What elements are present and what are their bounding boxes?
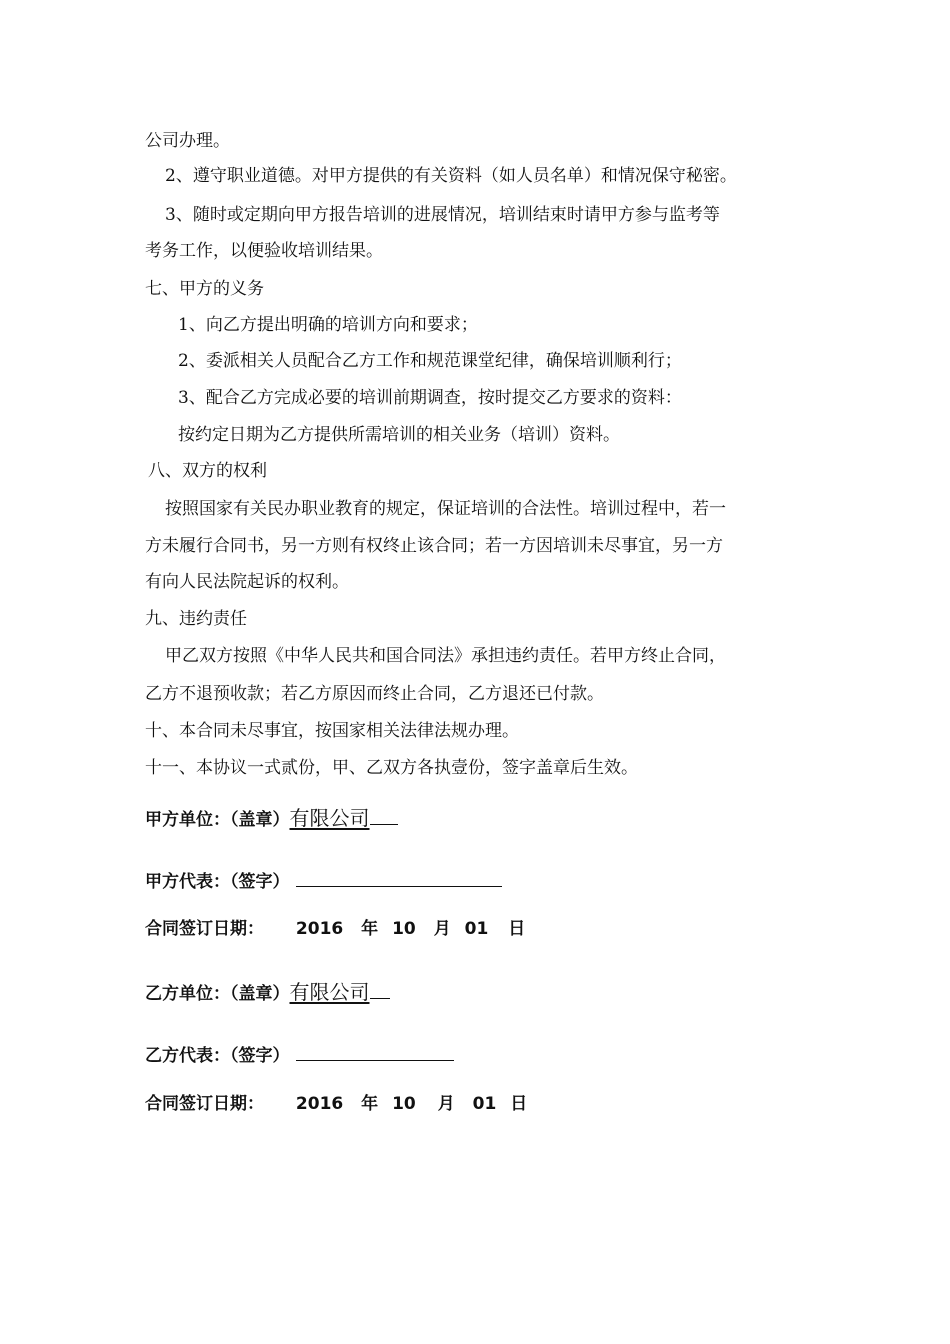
party-b-month: 10 bbox=[392, 1094, 416, 1114]
paragraph-line: 考务工作，以便验收培训结果。 bbox=[145, 241, 383, 261]
party-a-date-label: 合同签订日期： bbox=[145, 919, 264, 939]
paragraph-line: 有向人民法院起诉的权利。 bbox=[145, 572, 349, 592]
paragraph-line: 方未履行合同书，另一方则有权终止该合同；若一方因培训未尽事宜，另一方 bbox=[145, 536, 723, 556]
paragraph-line: 十一、本协议一式贰份，甲、乙双方各执壹份，签字盖章后生效。 bbox=[145, 758, 638, 778]
party-a-day: 01 bbox=[464, 919, 489, 939]
paragraph-line: 3、随时或定期向甲方报告培训的进展情况，培训结束时请甲方参与监考等 bbox=[165, 205, 720, 225]
paragraph-line: 十、本合同未尽事宜，按国家相关法律法规办理。 bbox=[145, 721, 519, 741]
paragraph-line: 按照国家有关民办职业教育的规定，保证培训的合法性。培训过程中，若一 bbox=[165, 499, 726, 519]
paragraph-line: 公司办理。 bbox=[145, 131, 230, 151]
party-b-company: 有限公司 bbox=[289, 980, 370, 1004]
party-a-rep-label: 甲方代表：（签字） bbox=[145, 872, 290, 892]
party-b-month-unit: 月 bbox=[437, 1094, 455, 1114]
party-b-year-unit: 年 bbox=[361, 1094, 379, 1114]
paragraph-line: 按约定日期为乙方提供所需培训的相关业务（培训）资料。 bbox=[178, 425, 620, 445]
party-a-company: 有限公司 bbox=[289, 806, 370, 830]
section-heading: 七、甲方的义务 bbox=[145, 279, 264, 299]
party-a-signature-blank bbox=[296, 868, 502, 887]
party-b-day-unit: 日 bbox=[510, 1094, 528, 1114]
paragraph-line: 2、遵守职业道德。对甲方提供的有关资料（如人员名单）和情况保守秘密。 bbox=[165, 166, 737, 186]
paragraph-line: 2、委派相关人员配合乙方工作和规范课堂纪律，确保培训顺利行； bbox=[178, 351, 682, 371]
party-a-month-unit: 月 bbox=[433, 919, 451, 939]
party-a-day-unit: 日 bbox=[508, 919, 526, 939]
party-a-month: 10 bbox=[392, 919, 416, 939]
section-heading: 九、违约责任 bbox=[145, 609, 247, 629]
paragraph-line: 1、向乙方提出明确的培训方向和要求； bbox=[178, 315, 478, 335]
party-a-year-unit: 年 bbox=[361, 919, 379, 939]
party-b-date-line bbox=[145, 1092, 527, 1116]
paragraph-line: 乙方不退预收款；若乙方原因而终止合同，乙方退还已付款。 bbox=[145, 684, 604, 704]
paragraph-line: 甲乙双方按照《中华人民共和国合同法》承担违约责任。若甲方终止合同， bbox=[165, 646, 726, 666]
party-b-year: 2016 bbox=[295, 1094, 344, 1114]
paragraph-line: 3、配合乙方完成必要的培训前期调查，按时提交乙方要求的资料： bbox=[178, 388, 682, 408]
party-b-day: 01 bbox=[472, 1094, 497, 1114]
party-b-rep-line bbox=[145, 1042, 454, 1068]
party-b-company-blank bbox=[370, 980, 390, 999]
party-a-date-line bbox=[145, 917, 525, 941]
party-b-signature-blank bbox=[296, 1042, 454, 1061]
party-a-unit-line bbox=[145, 806, 398, 832]
party-b-unit-label: 乙方单位：（盖章） bbox=[145, 984, 290, 1004]
party-a-rep-line bbox=[145, 868, 502, 894]
party-a-company-blank bbox=[370, 806, 398, 825]
party-a-year: 2016 bbox=[295, 919, 344, 939]
section-heading: 八、双方的权利 bbox=[148, 461, 267, 481]
party-a-unit-label: 甲方单位：（盖章） bbox=[145, 810, 290, 830]
party-b-date-label: 合同签订日期： bbox=[145, 1094, 264, 1114]
party-b-unit-line bbox=[145, 980, 390, 1006]
party-b-rep-label: 乙方代表：（签字） bbox=[145, 1046, 290, 1066]
